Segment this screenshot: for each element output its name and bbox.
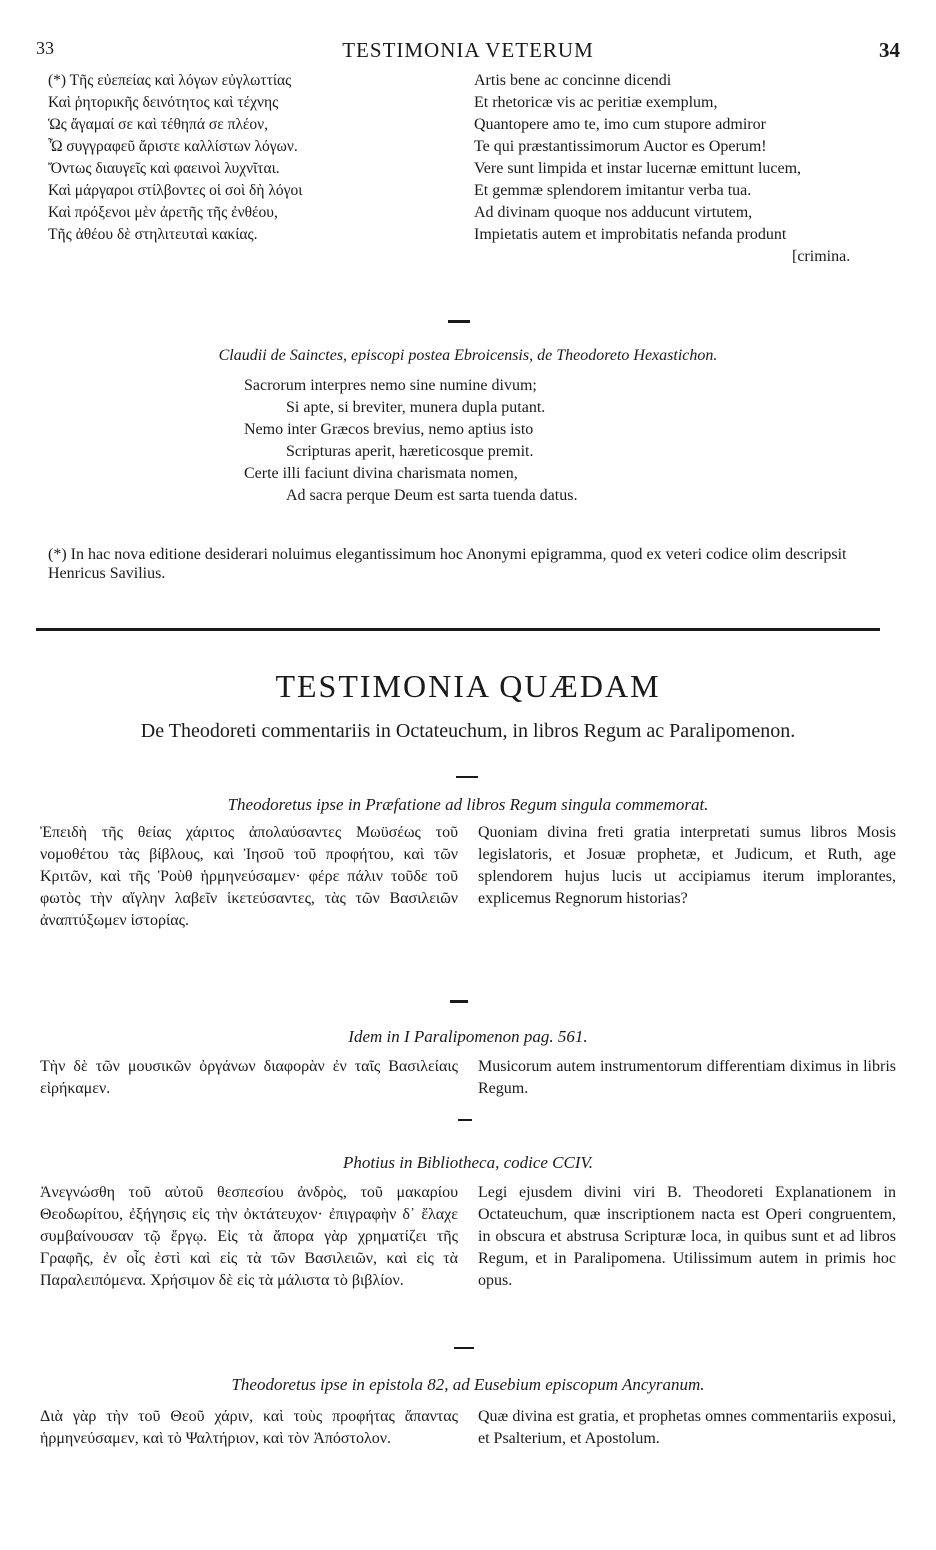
latin-epigram-line: [crimina. — [792, 248, 851, 265]
greek-epigram-line: Ὦ συγγραφεῦ ἄριστε καλλίστων λόγων. — [48, 138, 298, 155]
section-divider — [454, 1347, 474, 1349]
greek-text: Τὴν δὲ τῶν μουσικῶν ὀργάνων διαφορὰν ἐν ταῖς Βασιλείαις εἰρήκαμεν. — [40, 1058, 458, 1097]
testimony-heading: Idem in I Paralipomenon pag. 561. — [348, 1027, 588, 1046]
section-divider — [450, 1000, 468, 1003]
section-divider — [458, 1119, 472, 1121]
greek-epigram-line: Καὶ πρόξενοι μὲν ἀρετῆς τῆς ἐνθέου, — [48, 204, 278, 221]
hexastichon-line: Certe illi faciunt divina charismata nomen, — [244, 465, 518, 482]
greek-text: Ἀνεγνώσθη τοῦ αὐτοῦ θεσπεσίου ἀνδρὸς, τοῦ μακαρίου Θεοδωρίτου, ἐξήγησις εἰς τὴν ὀκτάτευχον· ἐπιγραφὴν δ᾽ ἔλαχε συμβαίνουσαν τῷ ἔργῳ. Εἰς τὰ ἄπορα γὰρ χρηματίζει τῆς Γραφῆς, ἐν οἷς ἐστὶ καὶ εἰς τὰ τῶν Βασιλειῶν, καὶ εἰς τὰ Παραλειπόμενα. Χρήσιμον δὲ εἰς τὰ μάλιστα τὸ βιβλίον. — [40, 1184, 458, 1289]
page-number-right: 34 — [879, 38, 900, 62]
latin-epigram-line: Artis bene ac concinne dicendi — [474, 72, 672, 89]
latin-text: Quæ divina est gratia, et prophetas omnes commentariis exposui, et Psalterium, et Apostolum. — [478, 1408, 896, 1447]
latin-epigram-line: Et rhetoricæ vis ac peritiæ exemplum, — [474, 94, 718, 111]
latin-epigram — [474, 70, 850, 268]
latin-epigram-line: Ad divinam quoque nos adducunt virtutem, — [474, 204, 753, 221]
greek-epigram-line: (*) Τῆς εὐεπείας καὶ λόγων εὐγλωττίας — [48, 72, 292, 89]
greek-text: Διὰ γὰρ τὴν τοῦ Θεοῦ χάριν, καὶ τοὺς προφήτας ἅπαντας ἡρμηνεύσαμεν, καὶ τὸ Ψαλτήριον, καὶ τὸν Ἀπόστολον. — [40, 1408, 458, 1447]
testimony-heading: Theodoretus ipse in epistola 82, ad Eusebium episcopum Ancyranum. — [231, 1375, 705, 1394]
hexastichon — [244, 375, 577, 507]
greek-epigram-line: Καὶ μάργαροι στίλβοντες οἱ σοὶ δὴ λόγοι — [48, 182, 303, 199]
section-divider — [448, 320, 470, 323]
greek-epigram — [48, 70, 302, 246]
latin-text: Legi ejusdem divini viri B. Theodoreti Explanationem in Octateuchum, quæ inscriptionem nacta est Operi congruentem, in obscura et abstrusa Scripturæ loca, in quibus sunt et ad libros Regum, et in Paralipomena. Utilissimum autem in primis hoc opus. — [478, 1184, 896, 1289]
testimony-heading: Theodoretus ipse in Præfatione ad libros Regum singula commemorat. — [227, 795, 709, 814]
hexastichon-line: Si apte, si breviter, munera dupla putant. — [286, 399, 546, 416]
greek-epigram-line: Ὡς ἄγαμαί σε καὶ τέθηπά σε πλέον, — [48, 116, 269, 133]
latin-epigram-line: Et gemmæ splendorem imitantur verba tua. — [474, 182, 752, 199]
page-number-left: 33 — [36, 38, 54, 58]
running-title: TESTIMONIA VETERUM — [342, 38, 594, 62]
latin-text: Musicorum autem instrumentorum differentiam diximus in libris Regum. — [478, 1058, 896, 1097]
latin-epigram-line: Impietatis autem et improbitatis nefanda produnt — [474, 226, 787, 243]
greek-text: Ἐπειδὴ τῆς θείας χάριτος ἀπολαύσαντες Μωϋσέως τοῦ νομοθέτου τὰς βίβλους, καὶ Ἰησοῦ τοῦ προφήτου, καὶ τῶν Κριτῶν, καὶ τῆς Ῥοὺθ ἡρμηνεύσαμεν· φέρε πάλιν τοῦδε τοῦ φωτὸς τὴν αἴγλην λαβεῖν ἱκετεύσαντες, τὰς τῶν Βασιλειῶν ἀναπτύξωμεν ἱστορίας. — [40, 824, 458, 929]
latin-epigram-line: Quantopere amo te, imo cum stupore admiror — [474, 116, 766, 133]
latin-text: Quoniam divina freti gratia interpretati sumus libros Mosis legislatoris, et Josuæ prophetæ, et Judicum, et Ruth, age splendorem hujus lucis ut accipiamus iterum implorantes, explicemus Regnorum historias? — [478, 824, 896, 907]
latin-epigram-line: Vere sunt limpida et instar lucernæ emittunt lucem, — [474, 160, 802, 177]
running-head — [36, 38, 900, 64]
footnote: (*) In hac nova editione desiderari noluimus elegantissimum hoc Anonymi epigramma, quod ex veteri codice olim descripsit Henricus Savilius. — [48, 546, 847, 582]
section-divider — [456, 776, 478, 778]
hexastichon-title: Claudii de Sainctes, episcopi postea Ebroicensis, de Theodoreto Hexastichon. — [218, 347, 718, 364]
double-rule — [36, 628, 880, 631]
testimony-heading: Photius in Bibliotheca, codice CCIV. — [343, 1153, 593, 1172]
hexastichon-line: Scripturas aperit, hæreticosque premit. — [286, 443, 534, 460]
hexastichon-line: Ad sacra perque Deum est sarta tuenda datus. — [286, 487, 578, 504]
hexastichon-line: Sacrorum interpres nemo sine numine divum; — [244, 377, 537, 394]
section-title: TESTIMONIA QUÆDAM — [275, 668, 661, 704]
hexastichon-line: Nemo inter Græcos brevius, nemo aptius isto — [244, 421, 534, 438]
greek-epigram-line: Καὶ ῥητορικῆς δεινότητος καὶ τέχνης — [48, 94, 279, 111]
latin-epigram-line: Te qui præstantissimorum Auctor es Operum! — [474, 138, 767, 155]
greek-epigram-line: Τῆς ἀθέου δὲ στηλιτευταὶ κακίας. — [48, 226, 258, 243]
greek-epigram-line: Ὄντως διαυγεῖς καὶ φαεινοὶ λυχνῖται. — [48, 160, 280, 177]
section-subtitle: De Theodoreti commentariis in Octateuchum, in libros Regum ac Paralipomenon. — [140, 720, 796, 742]
